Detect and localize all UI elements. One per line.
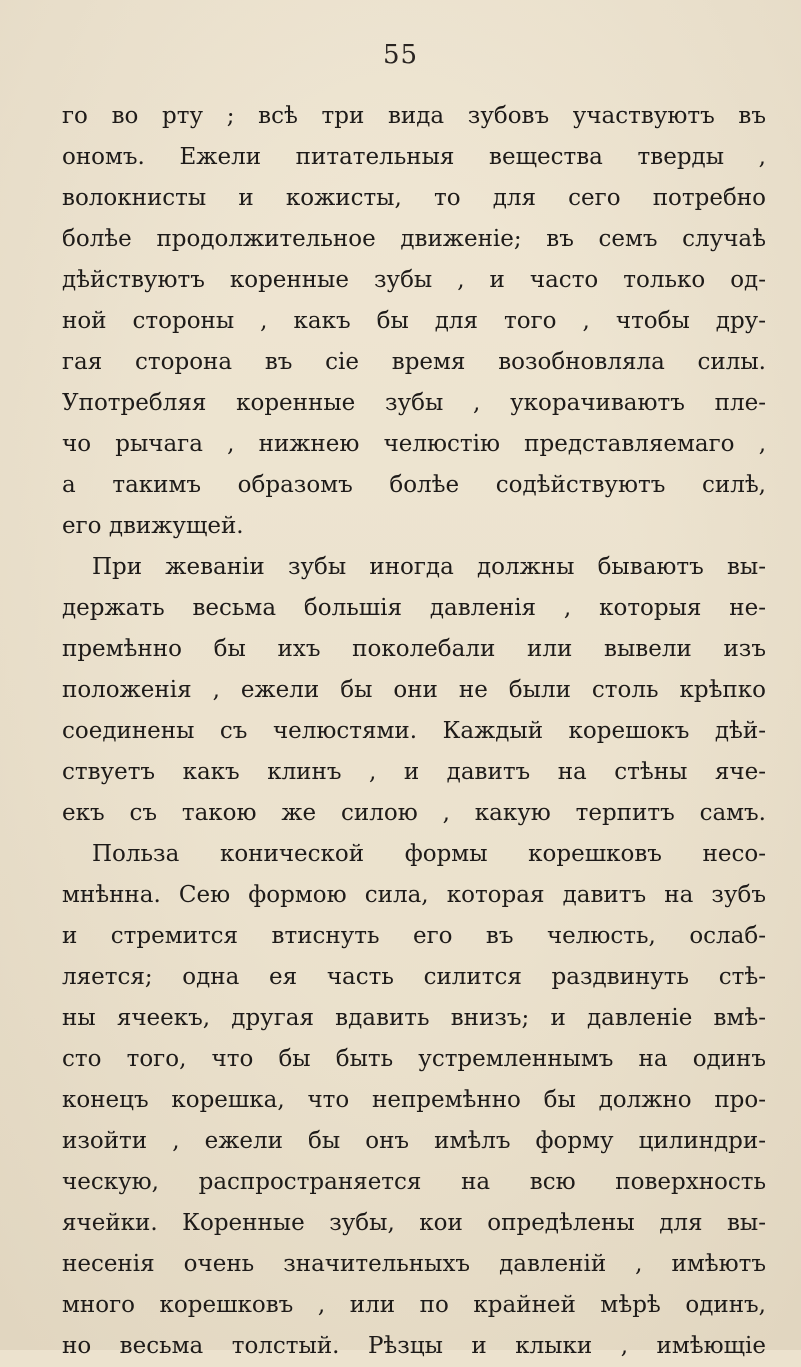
text-line: мнѣнна. Сею формою сила, которая давитъ на зубъ	[62, 882, 766, 908]
text-line: много корешковъ , или по крайней мѣрѣ одинъ,	[62, 1292, 766, 1318]
text-line: изойти , ежели бы онъ имѣлъ форму цилиндри-	[62, 1128, 766, 1154]
text-line: держать весьма большiя давленiя , которыя не-	[62, 595, 766, 621]
text-line: ны ячеекъ, другая вдавить внизъ; и давленiе вмѣ-	[62, 1005, 766, 1031]
text-line: екъ съ такою же силою , какую терпитъ самъ.	[62, 800, 766, 826]
text-line: премѣнно бы ихъ поколебали или вывели изъ	[62, 636, 766, 662]
text-line: сто того, что бы быть устремленнымъ на одинъ	[62, 1046, 766, 1072]
body-text	[62, 96, 766, 1367]
paragraph-end-line: его движущей.	[62, 513, 244, 539]
paragraph-start-line: При жеванiи зубы иногда должны бываютъ вы-	[92, 554, 766, 580]
text-line: гая сторона въ сiе время возобновляла силы.	[62, 349, 766, 375]
text-line: ческую, распространяется на всю поверхность	[62, 1169, 766, 1195]
text-line: болѣе продолжительное движенiе; въ семъ случаѣ	[62, 226, 766, 252]
text-line: несенiя очень значительныхъ давленiй , имѣютъ	[62, 1251, 766, 1277]
text-line: но весьма толстый. Рѣзцы и клыки , имѣющiе	[62, 1333, 766, 1359]
text-line: конецъ корешка, что непремѣнно бы должно про-	[62, 1087, 766, 1113]
text-line: а такимъ образомъ болѣе содѣйствуютъ силѣ,	[62, 472, 766, 498]
text-line: волокнисты и кожисты, то для сего потребно	[62, 185, 766, 211]
text-line: ной стороны , какъ бы для того , чтобы дру-	[62, 308, 766, 334]
text-line: Употребляя коренные зубы , укорачиваютъ пле-	[62, 390, 766, 416]
text-line: соединены съ челюстями. Каждый корешокъ дѣй-	[62, 718, 766, 744]
text-line: и стремится втиснуть его въ челюсть, ослаб-	[62, 923, 766, 949]
text-line: го во рту ; всѣ три вида зубовъ участвуютъ въ	[62, 103, 766, 129]
text-line: положенiя , ежели бы они не были столь крѣпко	[62, 677, 766, 703]
text-line: ляется; одна ея часть силится раздвинуть стѣ-	[62, 964, 766, 990]
text-line: ствуетъ какъ клинъ , и давитъ на стѣны яче-	[62, 759, 766, 785]
text-line: ономъ. Ежели питательныя вещества тверды ,	[62, 144, 766, 170]
text-line: чо рычага , нижнею челюстiю представляемаго ,	[62, 431, 766, 457]
page-number: 55	[382, 40, 419, 70]
paragraph-start-line: Польза конической формы корешковъ несо-	[92, 841, 766, 867]
text-line: ячейки. Коренные зубы, кои опредѣлены для вы-	[62, 1210, 766, 1236]
text-line: дѣйствуютъ коренные зубы , и часто только од-	[62, 267, 766, 293]
